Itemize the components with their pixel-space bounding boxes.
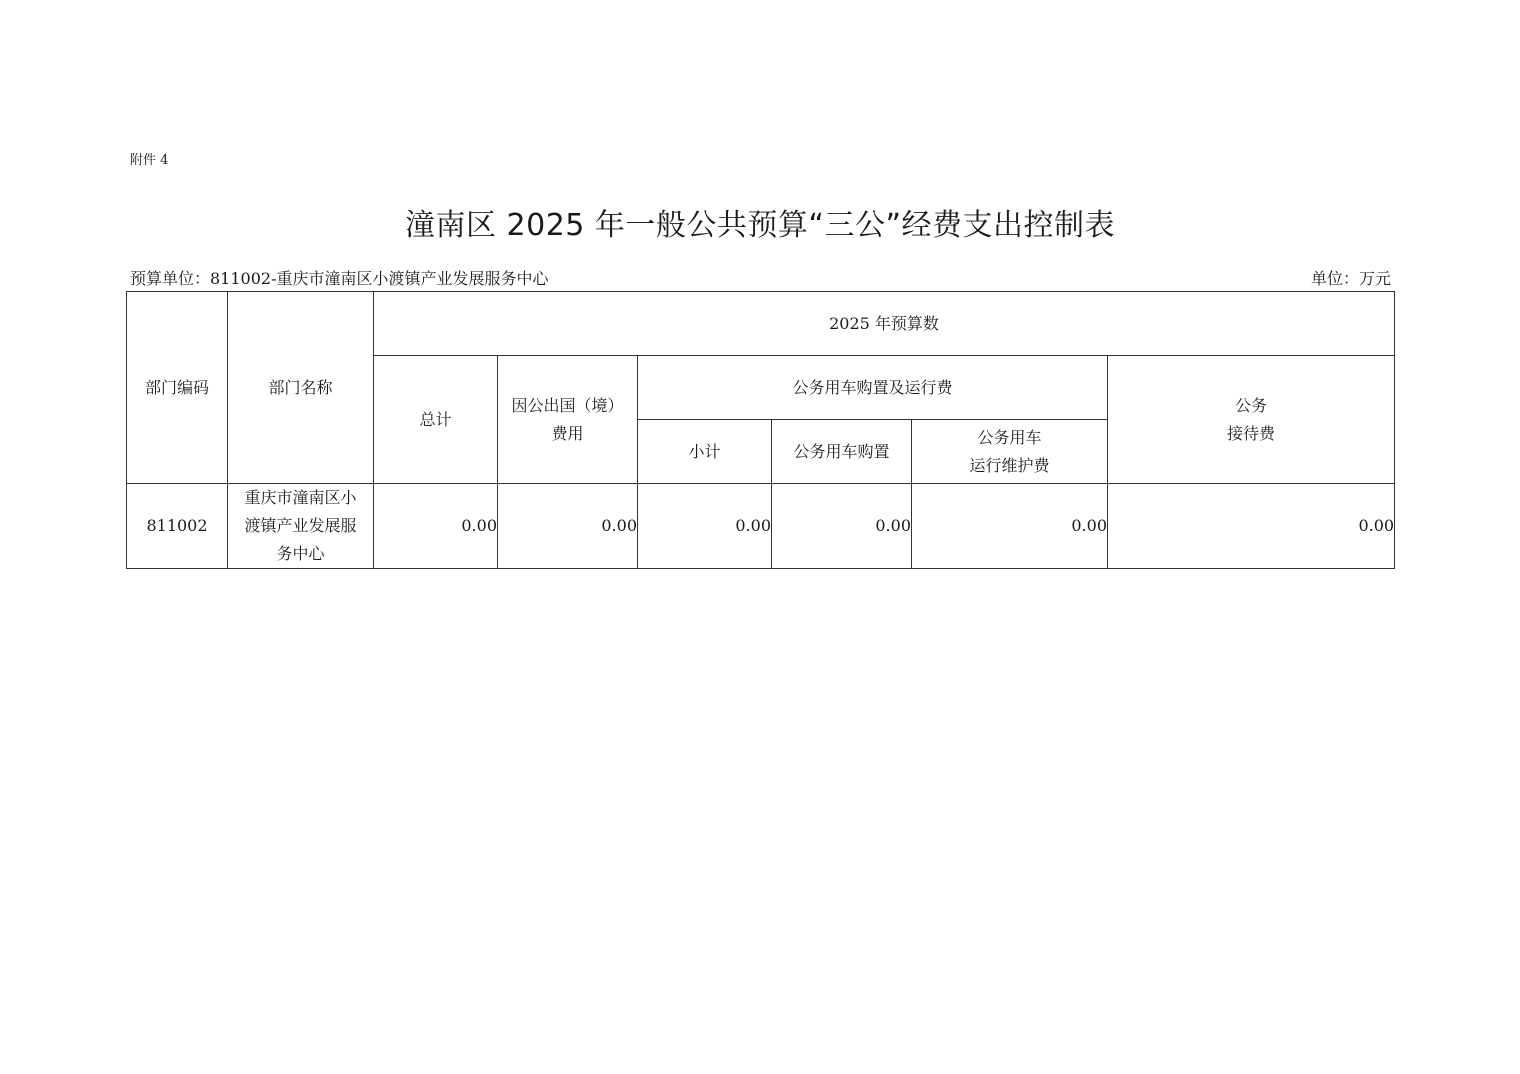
header-vehicle-purchase: 公务用车购置 <box>772 420 912 484</box>
cell-dept-name <box>228 484 374 569</box>
header-row-1 <box>127 292 1395 356</box>
cell-abroad: 0.00 <box>498 484 638 569</box>
header-total: 总计 <box>374 356 498 484</box>
header-reception <box>1108 356 1395 484</box>
header-dept-name: 部门名称 <box>228 292 374 484</box>
header-budget-2025: 2025 年预算数 <box>374 292 1395 356</box>
header-abroad-line2: 费用 <box>551 423 584 443</box>
cell-dept-code: 811002 <box>127 484 228 569</box>
cell-dept-name-line2: 渡镇产业发展服 <box>244 516 357 535</box>
page-title: 潼南区 2025 年一般公共预算“三公”经费支出控制表 <box>404 208 1115 243</box>
attachment-label: 附件 4 <box>130 153 169 168</box>
budget-unit: 预算单位：811002-重庆市潼南区小渡镇产业发展服务中心 <box>130 269 549 288</box>
header-reception-line2: 接待费 <box>1227 423 1276 443</box>
header-reception-line1: 公务 <box>1235 395 1268 415</box>
header-dept-code: 部门编码 <box>127 292 228 484</box>
cell-vehicle-run: 0.00 <box>912 484 1108 569</box>
header-subtotal: 小计 <box>638 420 772 484</box>
table-row <box>127 484 1395 569</box>
cell-subtotal: 0.00 <box>638 484 772 569</box>
header-vehicle-run <box>912 420 1108 484</box>
cell-total: 0.00 <box>374 484 498 569</box>
cell-reception: 0.00 <box>1108 484 1395 569</box>
header-abroad-line1: 因公出国（境） <box>511 395 624 415</box>
cell-dept-name-line3: 务中心 <box>276 544 325 563</box>
budget-table <box>126 291 1395 569</box>
cell-vehicle-purchase: 0.00 <box>772 484 912 569</box>
header-vehicle-run-line1: 公务用车 <box>977 427 1042 447</box>
header-vehicle-group: 公务用车购置及运行费 <box>638 356 1108 420</box>
header-abroad <box>498 356 638 484</box>
cell-dept-name-line1: 重庆市潼南区小 <box>244 488 357 507</box>
header-vehicle-run-line2: 运行维护费 <box>969 455 1050 475</box>
currency-unit: 单位：万元 <box>1310 269 1391 288</box>
